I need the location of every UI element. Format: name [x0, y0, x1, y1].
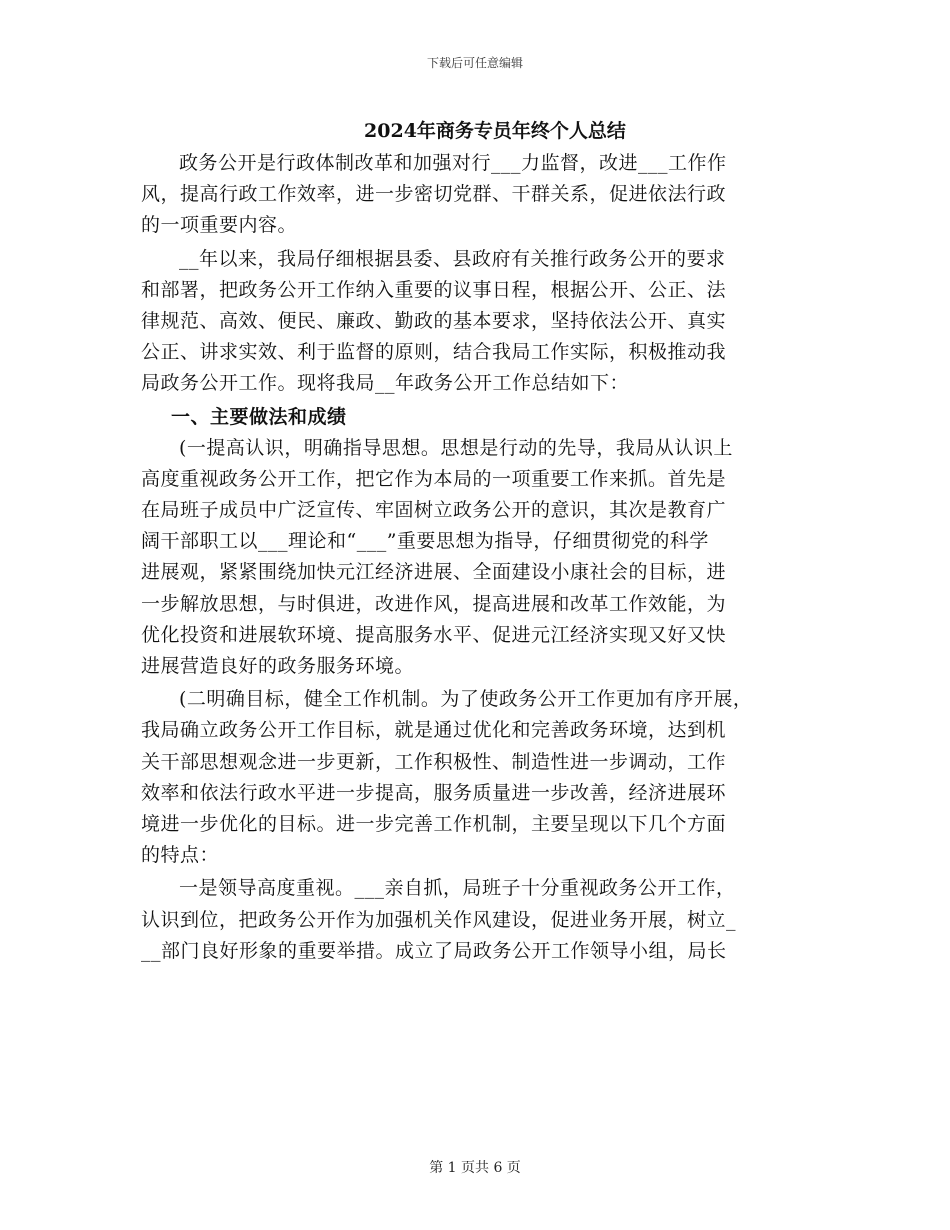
- paragraph-line: 效率和依法行政水平进一步提高，服务质量进一步改善，经济进展环: [141, 781, 727, 804]
- paragraph-line: 一是领导高度重视。___亲自抓，局班子十分重视政务公开工作，: [179, 877, 736, 900]
- page-number: 第 1 页共 6 页: [429, 1160, 521, 1176]
- paragraph-line: 关干部思想观念进一步更新，工作积极性、制造性进一步调动，工作: [141, 750, 727, 773]
- section-heading: 一、主要做法和成绩: [171, 405, 347, 428]
- paragraph-line: 进展观，紧紧围绕加快元江经济进展、全面建设小康社会的目标，进: [141, 561, 727, 584]
- paragraph-line: 认识到位，把政务公开作为加强机关作风建设，促进业务开展，树立_: [141, 908, 737, 931]
- paragraph-line: (二明确目标，健全工作机制。为了使政务公开工作更加有序开展，: [179, 688, 753, 711]
- document-body: [141, 148, 821, 967]
- paragraph-line: __年以来，我局仔细根据县委、县政府有关推行政务公开的要求: [179, 247, 726, 270]
- paragraph-line: 高度重视政务公开工作，把它作为本局的一项重要工作来抓。首先是: [141, 467, 727, 490]
- paragraph-line: 政务公开是行政体制改革和加强对行___力监督，改进___工作作: [179, 152, 727, 174]
- header-note: 下载后可任意编辑: [426, 56, 523, 70]
- paragraph-line: 的一项重要内容。: [141, 214, 298, 237]
- document-title: 2024年商务专员年终个人总结: [364, 120, 626, 142]
- paragraph-line: (一提高认识，明确指导思想。思想是行动的先导，我局从认识上: [179, 436, 733, 459]
- paragraph-line: 的特点：: [141, 844, 220, 867]
- paragraph-line: 进展营造良好的政务服务环境。: [141, 655, 415, 677]
- paragraph-line: 律规范、高效、便民、廉政、勤政的基本要求，坚持依法公开、真实: [141, 309, 727, 332]
- paragraph-line: 一步解放思想，与时俱进，改进作风，提高进展和改革工作效能，为: [141, 592, 727, 615]
- paragraph-line: 和部署，把政务公开工作纳入重要的议事日程，根据公开、公正、法: [141, 278, 727, 301]
- paragraph-line: 境进一步优化的目标。进一步完善工作机制，主要呈现以下几个方面: [141, 812, 727, 835]
- paragraph-line: 优化投资和进展软环境、提高服务水平、促进元江经济实现又好又快: [141, 623, 727, 646]
- paragraph-line: 在局班子成员中广泛宣传、牢固树立政务公开的意识，其次是教育广: [141, 499, 727, 522]
- paragraph-line: 公正、讲求实效、利于监督的原则，结合我局工作实际，积极推动我: [141, 341, 727, 364]
- paragraph-line: __部门良好形象的重要举措。成立了局政务公开工作领导小组，局长: [141, 939, 727, 962]
- paragraph-line: 我局确立政务公开工作目标，就是通过优化和完善政务环境，达到机: [141, 719, 727, 742]
- paragraph-line: 阔干部职工以___理论和“___”重要思想为指导，仔细贯彻党的科学: [141, 530, 709, 553]
- paragraph-line: 局政务公开工作。现将我局__年政务公开工作总结如下：: [141, 372, 630, 395]
- paragraph-line: 风，提高行政工作效率，进一步密切党群、干群关系，促进依法行政: [141, 183, 727, 206]
